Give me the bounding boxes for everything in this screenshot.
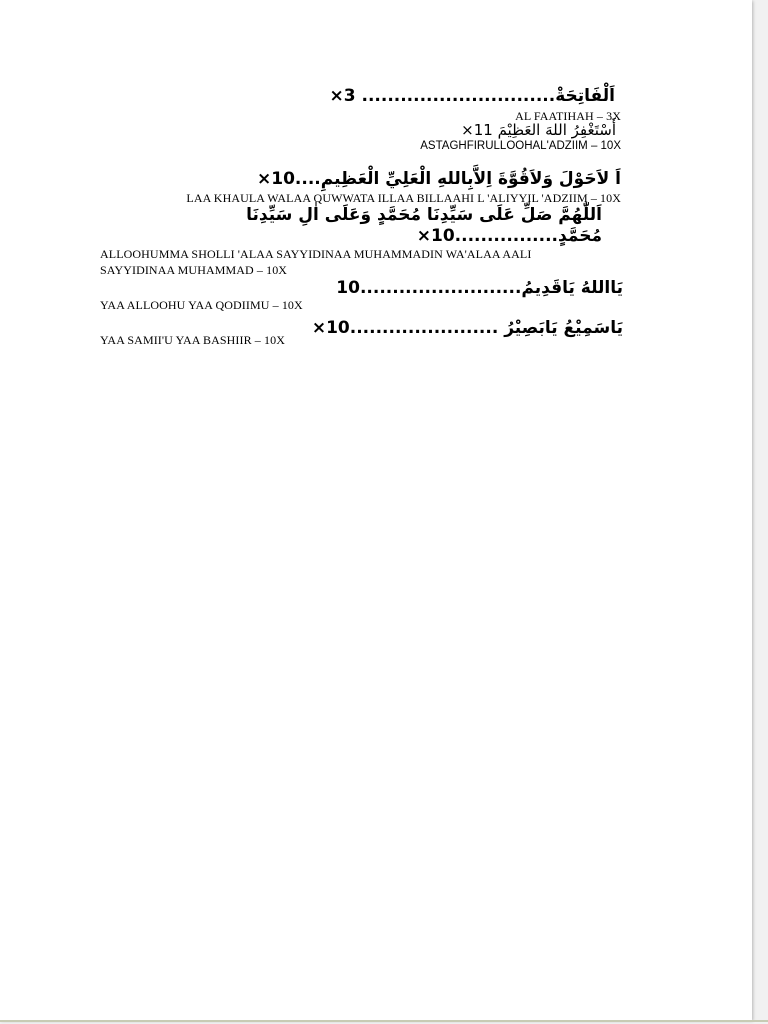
fatihah-transliteration: AL FAATIHAH – 3X — [515, 109, 621, 123]
ya-sami-transliteration: YAA SAMII'U YAA BASHIIR – 10X — [100, 333, 285, 347]
istighfar-arabic: أَسْتَغْفِرُ اللهَ العَظِيْمَ 11× — [461, 121, 616, 139]
salawat-arabic-line-2: مُحَمَّدٍ................10× — [416, 226, 602, 246]
ya-sami-arabic: يَاسَمِيْعُ يَابَصِيْرُ .......................10× — [311, 318, 623, 338]
page-bottom-divider — [0, 1020, 768, 1022]
istighfar-transliteration: ASTAGHFIRULLOOHAL'ADZIIM – 10X — [420, 140, 621, 152]
salawat-transliteration-line-2: SAYYIDINAA MUHAMMAD – 10X — [100, 263, 288, 277]
ya-qadim-arabic: يَااللهُ يَاقَدِيمُ.........................10 — [336, 278, 623, 298]
hauqalah-transliteration: LAA KHAULA WALAA QUWWATA ILLAA BILLAAHI L 'ALIYYIL 'ADZIIM – 10X — [186, 191, 621, 205]
hauqalah-arabic: اَ لاَحَوْلَ وَلاَقُوَّةَ اِلاَّبِاللهِ الْعَلِيِّ الْعَظِيمِ....10× — [256, 169, 621, 189]
salawat-arabic-line-1: اَللّٰهُمَّ صَلِّ عَلَى سَيِّدِنَا مُحَمَّدٍ وَعَلَى اٰلِ سَيِّدِنَا — [246, 205, 602, 225]
salawat-transliteration-line-1: ALLOOHUMMA SHOLLI 'ALAA SAYYIDINAA MUHAMMADIN WA'ALAA AALI — [100, 247, 532, 261]
ya-qadim-transliteration: YAA ALLOOHU YAA QODIIMU – 10X — [100, 298, 303, 312]
fatihah-arabic: اَلْفَاتِحَةْ.............................. 3× — [329, 86, 615, 106]
